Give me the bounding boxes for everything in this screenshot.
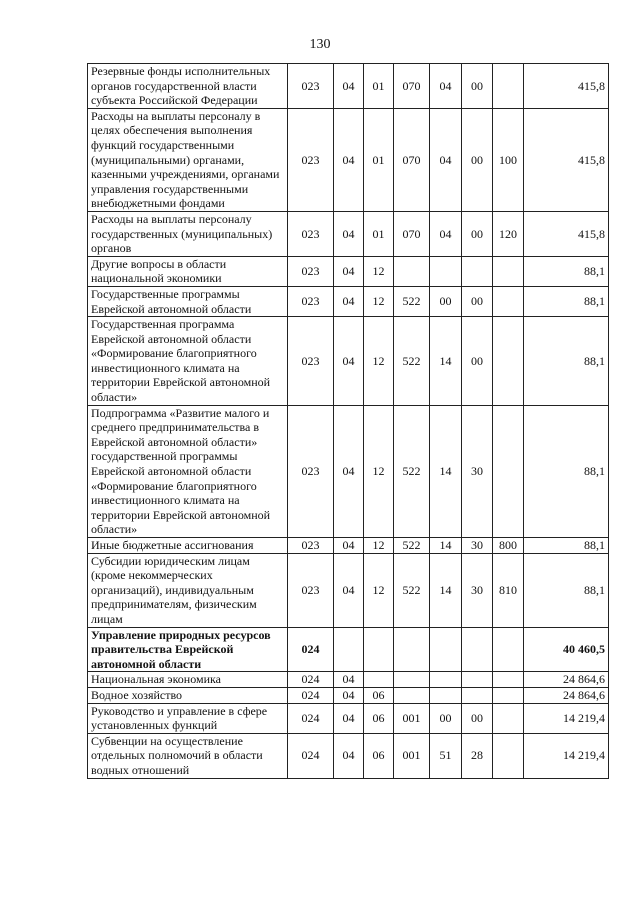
target-article-code-1 [394,687,430,703]
row-name: Управление природных ресурсов правительства Еврейской автономной области [88,627,288,672]
target-article-code-1: 522 [394,405,430,537]
row-name: Субвенции на осуществление отдельных полномочий в области водных отношений [88,733,288,778]
target-article-code-1: 070 [394,108,430,211]
row-name: Иные бюджетные ассигнования [88,538,288,554]
section-code: 04 [334,211,364,256]
section-code: 04 [334,405,364,537]
target-article-code-2: 04 [430,211,462,256]
ved-code: 024 [288,733,334,778]
expense-type-code [493,627,524,672]
row-name: Расходы на выплаты персоналу государственных (муниципальных) органов [88,211,288,256]
expense-type-code [493,703,524,733]
subsection-code: 01 [364,64,394,109]
expense-type-code [493,672,524,688]
section-code: 04 [334,703,364,733]
section-code: 04 [334,256,364,286]
row-name: Субсидии юридическим лицам (кроме некоммерческих организаций), индивидуальным предпринимателям, физическим лицам [88,553,288,627]
target-article-code-3: 30 [462,405,493,537]
expense-type-code: 800 [493,538,524,554]
section-code: 04 [334,553,364,627]
subsection-code [364,672,394,688]
table-row [88,64,609,109]
expense-type-code [493,64,524,109]
expense-type-code: 810 [493,553,524,627]
ved-code: 024 [288,703,334,733]
ved-code: 024 [288,672,334,688]
table-row [88,211,609,256]
section-code: 04 [334,687,364,703]
target-article-code-1: 070 [394,211,430,256]
expense-type-code [493,317,524,406]
section-code: 04 [334,286,364,316]
subsection-code: 12 [364,405,394,537]
target-article-code-1: 001 [394,733,430,778]
table-row [88,538,609,554]
subsection-code: 12 [364,286,394,316]
row-amount: 88,1 [524,256,609,286]
target-article-code-1: 522 [394,538,430,554]
subsection-code: 12 [364,317,394,406]
target-article-code-2: 14 [430,553,462,627]
target-article-code-3: 00 [462,108,493,211]
row-amount: 14 219,4 [524,703,609,733]
subsection-code: 06 [364,687,394,703]
target-article-code-3 [462,627,493,672]
subsection-code [364,627,394,672]
row-name: Государственные программы Еврейской автономной области [88,286,288,316]
row-name: Водное хозяйство [88,687,288,703]
target-article-code-2: 14 [430,317,462,406]
ved-code: 023 [288,211,334,256]
row-amount: 415,8 [524,64,609,109]
table-row [88,687,609,703]
section-code: 04 [334,733,364,778]
target-article-code-2 [430,672,462,688]
table-row [88,108,609,211]
target-article-code-3: 30 [462,553,493,627]
target-article-code-2: 00 [430,286,462,316]
ved-code: 024 [288,687,334,703]
target-article-code-2 [430,627,462,672]
table-row [88,286,609,316]
target-article-code-2: 14 [430,538,462,554]
target-article-code-3: 00 [462,317,493,406]
ved-code: 024 [288,627,334,672]
ved-code: 023 [288,286,334,316]
expense-type-code [493,733,524,778]
target-article-code-2: 00 [430,703,462,733]
subsection-code: 06 [364,703,394,733]
target-article-code-1 [394,672,430,688]
table-row [88,317,609,406]
row-amount: 88,1 [524,405,609,537]
target-article-code-2 [430,687,462,703]
page-number: 130 [309,37,331,52]
target-article-code-1: 070 [394,64,430,109]
row-amount: 415,8 [524,211,609,256]
ved-code: 023 [288,256,334,286]
row-amount: 14 219,4 [524,733,609,778]
ved-code: 023 [288,538,334,554]
row-amount: 415,8 [524,108,609,211]
target-article-code-3: 00 [462,64,493,109]
row-name: Национальная экономика [88,672,288,688]
expense-type-code [493,286,524,316]
section-code: 04 [334,108,364,211]
table-row [88,405,609,537]
section-code: 04 [334,538,364,554]
budget-table [87,63,609,779]
ved-code: 023 [288,553,334,627]
ved-code: 023 [288,108,334,211]
row-amount: 40 460,5 [524,627,609,672]
target-article-code-1: 001 [394,703,430,733]
section-code: 04 [334,317,364,406]
row-name: Подпрограмма «Развитие малого и среднего предпринимательства в Еврейской автономной области» государственной программы Еврейской автономной области «Формирование благоприятного инвестиционного климата на территории Еврейской автономной области» [88,405,288,537]
expense-type-code [493,256,524,286]
target-article-code-2 [430,256,462,286]
target-article-code-3: 28 [462,733,493,778]
table-row [88,553,609,627]
ved-code: 023 [288,405,334,537]
target-article-code-2: 14 [430,405,462,537]
section-code: 04 [334,64,364,109]
expense-type-code: 100 [493,108,524,211]
subsection-code: 01 [364,108,394,211]
row-amount: 88,1 [524,553,609,627]
target-article-code-1: 522 [394,286,430,316]
target-article-code-3: 30 [462,538,493,554]
target-article-code-1: 522 [394,553,430,627]
subsection-code: 12 [364,256,394,286]
target-article-code-2: 04 [430,108,462,211]
target-article-code-2: 04 [430,64,462,109]
row-name: Резервные фонды исполнительных органов государственной власти субъекта Российской Федерации [88,64,288,109]
target-article-code-3: 00 [462,211,493,256]
table-row [88,627,609,672]
target-article-code-3 [462,256,493,286]
table-row [88,672,609,688]
expense-type-code [493,687,524,703]
row-name: Расходы на выплаты персоналу в целях обеспечения выполнения функций государственными (муниципальными) органами, казенными учреждениями, органами управления государственными внебюджетными фондами [88,108,288,211]
row-amount: 88,1 [524,317,609,406]
table-row [88,256,609,286]
target-article-code-1 [394,627,430,672]
target-article-code-1 [394,256,430,286]
expense-type-code [493,405,524,537]
table-row [88,733,609,778]
ved-code: 023 [288,64,334,109]
subsection-code: 12 [364,553,394,627]
subsection-code: 12 [364,538,394,554]
target-article-code-3 [462,687,493,703]
row-name: Другие вопросы в области национальной экономики [88,256,288,286]
expense-type-code: 120 [493,211,524,256]
row-name: Государственная программа Еврейской автономной области «Формирование благоприятного инвестиционного климата на территории Еврейской автономной области» [88,317,288,406]
target-article-code-3: 00 [462,703,493,733]
row-amount: 88,1 [524,286,609,316]
subsection-code: 06 [364,733,394,778]
row-amount: 24 864,6 [524,687,609,703]
target-article-code-3: 00 [462,286,493,316]
target-article-code-1: 522 [394,317,430,406]
ved-code: 023 [288,317,334,406]
row-amount: 24 864,6 [524,672,609,688]
target-article-code-3 [462,672,493,688]
row-amount: 88,1 [524,538,609,554]
section-code [334,627,364,672]
row-name: Руководство и управление в сфере установленных функций [88,703,288,733]
section-code: 04 [334,672,364,688]
subsection-code: 01 [364,211,394,256]
table-row [88,703,609,733]
target-article-code-2: 51 [430,733,462,778]
